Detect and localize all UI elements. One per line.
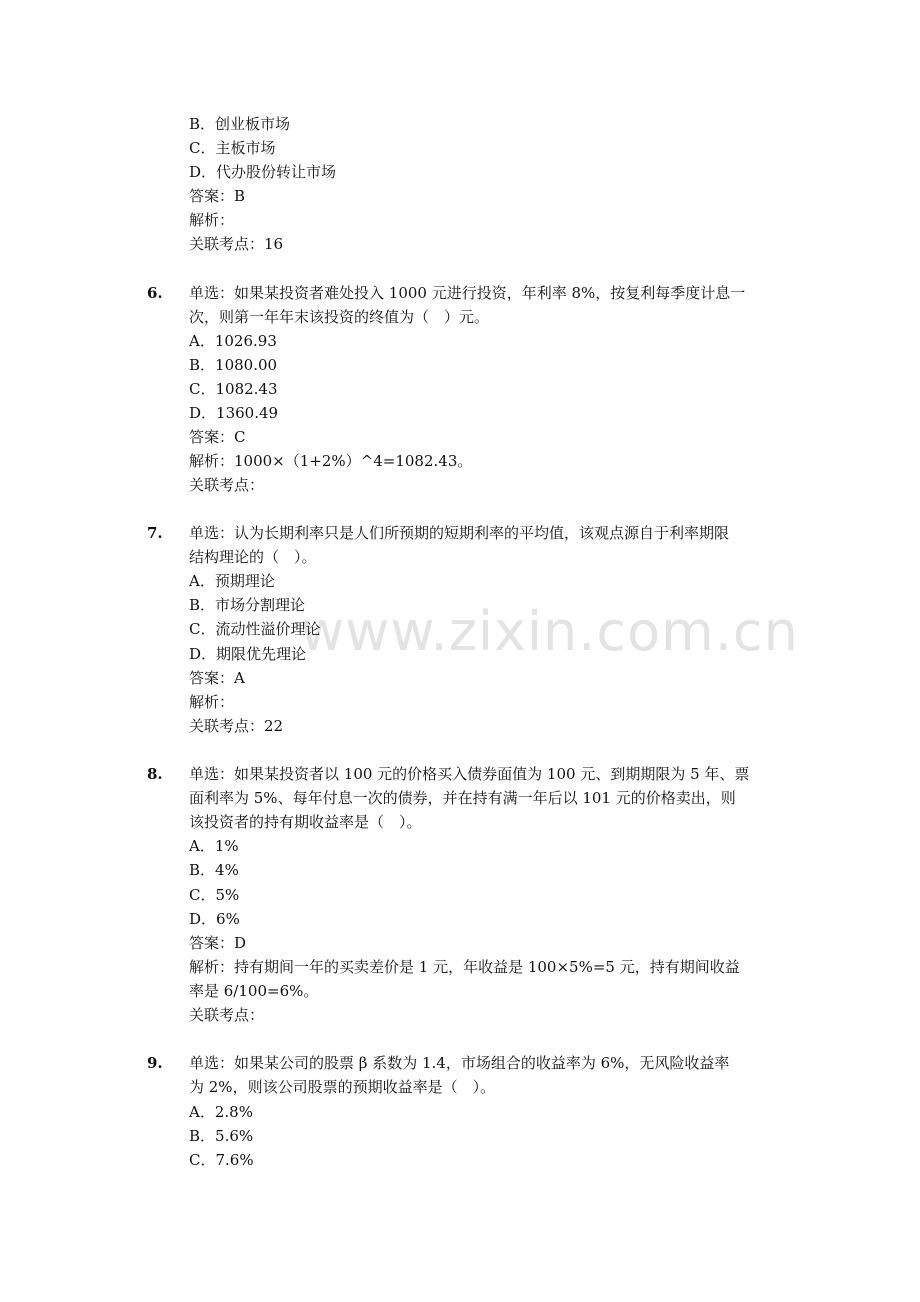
option: D．期限优先理论 (189, 645, 307, 663)
question-stem: 单选：如果某公司的股票 β 系数为 1.4，市场组合的收益率为 6%，无风险收益率 (189, 1054, 730, 1072)
related-points: 关联考点： (189, 476, 265, 494)
option: A．预期理论 (189, 572, 275, 590)
option: B．1080.00 (189, 356, 278, 374)
answer: 答案：A (189, 669, 245, 687)
option: A．1026.93 (189, 332, 277, 350)
option: B．创业板市场 (189, 115, 291, 133)
option: C．1082.43 (189, 380, 278, 398)
question-number: 6. (147, 284, 163, 302)
option: B．市场分割理论 (189, 596, 306, 614)
question-stem: 单选：认为长期利率只是人们所预期的短期利率的平均值，该观点源自于利率期限 (189, 524, 730, 542)
analysis: 解析：1000×（1+2%）^4=1082.43。 (189, 452, 473, 470)
option: A．2.8% (189, 1103, 253, 1121)
option: C．主板市场 (189, 139, 276, 157)
related-points: 关联考点：22 (189, 717, 284, 735)
question-number: 7. (147, 524, 163, 542)
question-stem: 为 2%，则该公司股票的预期收益率是（ ）。 (189, 1078, 496, 1096)
question-stem: 结构理论的（ ）。 (189, 548, 317, 566)
question-stem: 单选：如果某投资者以 100 元的价格买入债券面值为 100 元、到期期限为 5 年、票 (189, 765, 750, 783)
question-stem: 次，则第一年年末该投资的终值为（ ）元。 (189, 308, 490, 326)
answer: 答案：B (189, 187, 246, 205)
question-number: 8. (147, 765, 163, 783)
option: C．7.6% (189, 1151, 254, 1169)
option: D．1360.49 (189, 404, 279, 422)
watermark: www.zixin.com.cn (300, 600, 799, 663)
answer: 答案：C (189, 428, 246, 446)
related-points: 关联考点：16 (189, 235, 284, 253)
option: D．代办股份转让市场 (189, 163, 337, 181)
analysis: 解析： (189, 211, 235, 229)
option: B．4% (189, 861, 239, 879)
analysis: 解析： (189, 693, 235, 711)
analysis: 解析：持有期间一年的买卖差价是 1 元，年收益是 100×5%=5 元，持有期间收益 (189, 958, 740, 976)
option: A．1% (189, 837, 239, 855)
question-stem: 单选：如果某投资者难处投入 1000 元进行投资，年利率 8%，按复利每季度计息一 (189, 284, 746, 302)
answer: 答案：D (189, 934, 247, 952)
option: C．5% (189, 886, 240, 904)
question-number: 9. (147, 1054, 163, 1072)
question-stem: 面利率为 5%、每年付息一次的债券，并在持有满一年后以 101 元的价格卖出，则 (189, 789, 736, 807)
option: B．5.6% (189, 1127, 254, 1145)
analysis: 率是 6/100=6%。 (189, 982, 319, 1000)
related-points: 关联考点： (189, 1006, 265, 1024)
option: C．流动性溢价理论 (189, 620, 321, 638)
option: D．6% (189, 910, 240, 928)
question-stem: 该投资者的持有期收益率是（ ）。 (189, 813, 422, 831)
